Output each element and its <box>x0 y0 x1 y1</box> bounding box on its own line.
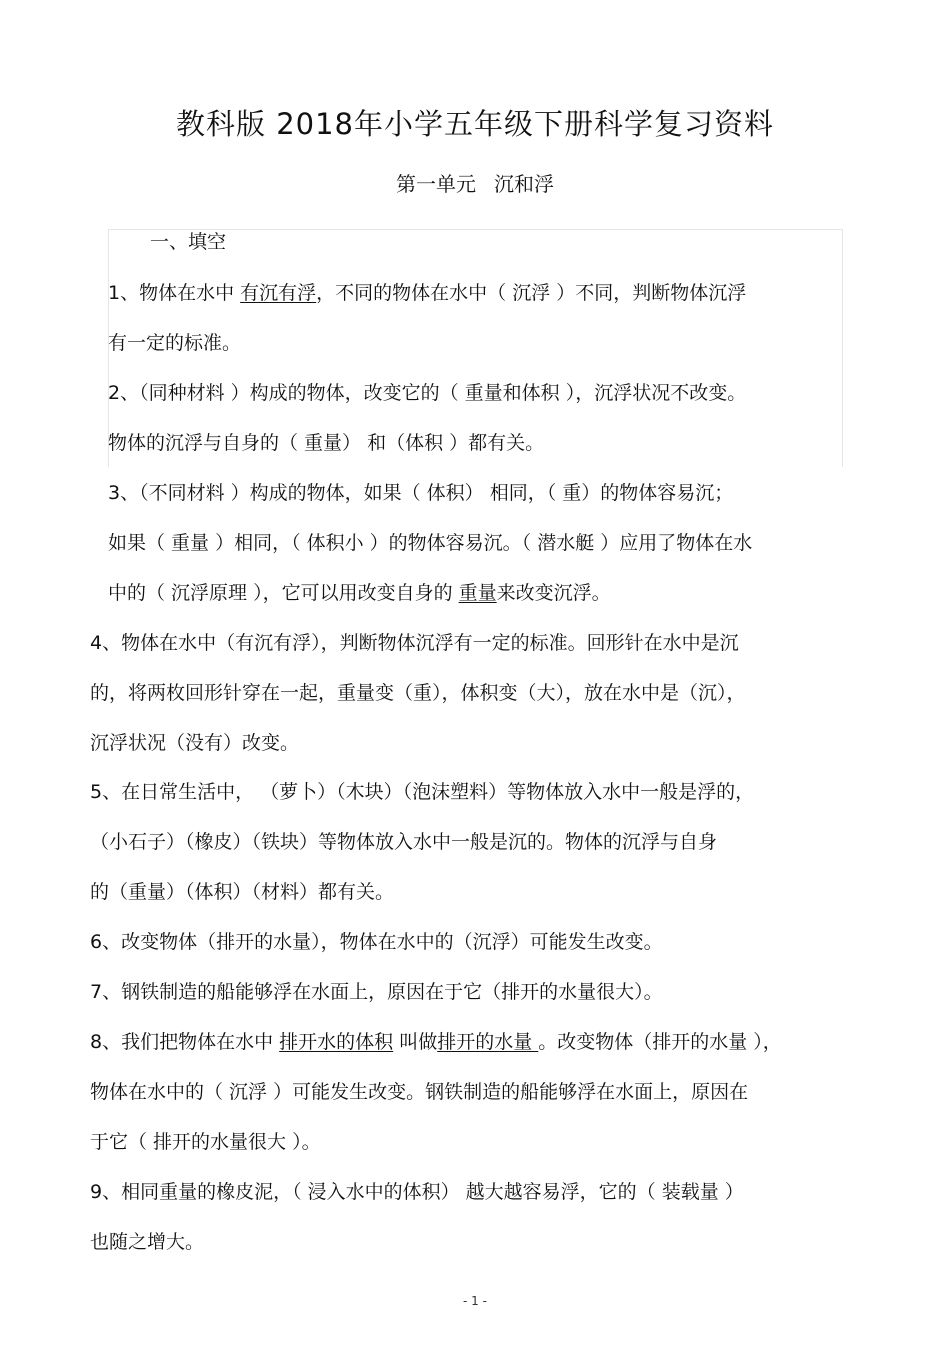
q3-answer-underlined: 重量 <box>458 582 497 604</box>
q8-text-a: 8、我们把物体在水中 <box>90 1031 280 1053</box>
q8-text-b: 。改变物体（排开的水量 ）， <box>538 1031 782 1053</box>
q4-line-1: 4、物体在水中（有沉有浮），判断物体沉浮有一定的标准。回形针在水中是沉 <box>90 632 739 654</box>
q8-term-underlined-2: 排开的水量 <box>437 1031 539 1053</box>
q1-text-b: ，不同的物体在水中（ 沉浮 ）不同，判断物体沉浮 <box>316 282 747 304</box>
q8-line-1 <box>90 1030 782 1054</box>
page-number: - 1 - <box>463 1294 487 1308</box>
q8-line-2: 物体在水中的（ 沉浮 ）可能发生改变。钢铁制造的船能够浮在水面上，原因在 <box>90 1081 749 1103</box>
unit-heading <box>0 168 950 197</box>
q3-line-2: 如果（ 重量 ）相同，（ 体积小 ）的物体容易沉。（ 潜水艇 ）应用了物体在水 <box>108 532 753 554</box>
q2-line-2: 物体的沉浮与自身的（ 重量） 和（体积 ）都有关。 <box>108 432 545 454</box>
q3-line-3 <box>108 581 611 605</box>
q6-line-1: 6、改变物体（排开的水量），物体在水中的（沉浮）可能发生改变。 <box>90 931 663 953</box>
q9-line-1: 9、相同重量的橡皮泥，（ 浸入水中的体积） 越大越容易浮，它的（ 装载量 ） <box>90 1181 744 1203</box>
q3-line-1: 3、（不同材料 ）构成的物体，如果（ 体积） 相同，（ 重）的物体容易沉； <box>108 482 734 504</box>
q9-line-2: 也随之增大。 <box>90 1231 205 1253</box>
unit-name: 沉和浮 <box>494 172 554 196</box>
q3-text-a: 中的（ 沉浮原理 ），它可以用改变自身的 <box>108 582 459 604</box>
document-title: 教科版 2018年小学五年级下册科学复习资料 <box>175 107 775 141</box>
q3-text-b: 来改变沉浮。 <box>496 582 611 604</box>
q4-line-2: 的，将两枚回形针穿在一起，重量变（重），体积变（大），放在水中是（沉）， <box>90 682 746 704</box>
q2-line-1: 2、（同种材料 ）构成的物体，改变它的（ 重量和体积 ），沉浮状况不改变。 <box>108 382 747 404</box>
q8-line-3: 于它（ 排开的水量很大 ）。 <box>90 1131 321 1153</box>
q1-text-a: 1、物体在水中 <box>108 282 241 304</box>
unit-label: 第一单元 <box>396 172 476 196</box>
q7-line-1: 7、钢铁制造的船能够浮在水面上，原因在于它（排开的水量很大）。 <box>90 981 663 1003</box>
q5-line-2: （小石子）（橡皮）（铁块）等物体放入水中一般是沉的。物体的沉浮与自身 <box>90 831 718 853</box>
q5-line-3: 的（重量）（体积）（材料）都有关。 <box>90 881 395 903</box>
box-border-right <box>842 229 843 467</box>
q1-line-2: 有一定的标准。 <box>108 332 242 354</box>
q8-term-underlined-1: 排开水的体积 <box>279 1031 394 1053</box>
q8-text-mid: 叫做 <box>393 1031 438 1053</box>
q1-line-1 <box>108 281 746 305</box>
q1-answer-underlined: 有沉有浮 <box>240 282 317 304</box>
section-heading: 一、填空 <box>150 231 227 253</box>
q5-line-1: 5、在日常生活中， （萝卜）（木块）（泡沫塑料）等物体放入水中一般是浮的， <box>90 781 755 803</box>
q4-line-3: 沉浮状况（没有）改变。 <box>90 732 300 754</box>
